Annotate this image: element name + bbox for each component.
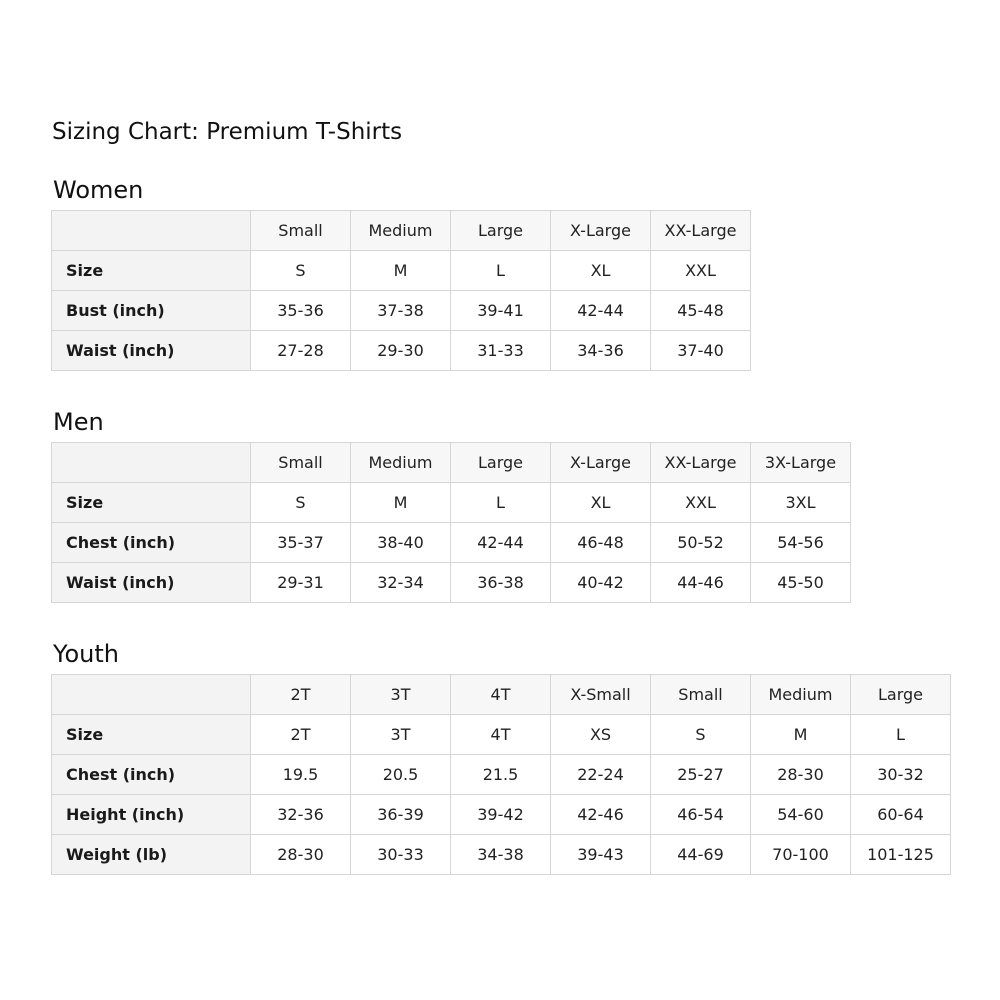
column-header: Small: [251, 211, 351, 251]
column-header: 3X-Large: [751, 443, 851, 483]
table-row: [52, 835, 951, 875]
table-cell: 21.5: [451, 755, 551, 795]
table-cell: 40-42: [551, 563, 651, 603]
table-cell: 60-64: [851, 795, 951, 835]
header-row: [52, 443, 851, 483]
youth-size-table: [51, 674, 951, 875]
row-label: Waist (inch): [52, 563, 251, 603]
table-cell: 38-40: [351, 523, 451, 563]
table-cell: XL: [551, 483, 651, 523]
table-cell: 30-33: [351, 835, 451, 875]
table-cell: 39-43: [551, 835, 651, 875]
table-cell: 25-27: [651, 755, 751, 795]
table-cell: S: [651, 715, 751, 755]
column-header: X-Large: [551, 211, 651, 251]
table-cell: 30-32: [851, 755, 951, 795]
column-header: X-Small: [551, 675, 651, 715]
column-header: XX-Large: [651, 443, 751, 483]
column-header: XX-Large: [651, 211, 751, 251]
table-cell: 44-46: [651, 563, 751, 603]
row-label: Size: [52, 251, 251, 291]
table-row: [52, 483, 851, 523]
table-cell: 46-54: [651, 795, 751, 835]
column-header: Small: [651, 675, 751, 715]
table-cell: L: [851, 715, 951, 755]
table-cell: 42-44: [551, 291, 651, 331]
women-size-table: [51, 210, 751, 371]
table-cell: M: [751, 715, 851, 755]
row-label: Chest (inch): [52, 523, 251, 563]
table-row: [52, 563, 851, 603]
table-cell: S: [251, 483, 351, 523]
table-cell: 4T: [451, 715, 551, 755]
row-label: Size: [52, 483, 251, 523]
table-cell: 2T: [251, 715, 351, 755]
men-section-title: Men: [53, 408, 104, 436]
table-row: [52, 331, 751, 371]
header-row: [52, 211, 751, 251]
corner-cell: [52, 443, 251, 483]
column-header: Medium: [351, 211, 451, 251]
table-cell: 45-50: [751, 563, 851, 603]
table-cell: 3XL: [751, 483, 851, 523]
table-cell: 28-30: [251, 835, 351, 875]
row-label: Bust (inch): [52, 291, 251, 331]
table-cell: 29-30: [351, 331, 451, 371]
column-header: Large: [851, 675, 951, 715]
youth-section-title: Youth: [53, 640, 119, 668]
table-cell: 34-36: [551, 331, 651, 371]
column-header: Medium: [751, 675, 851, 715]
table-cell: 35-36: [251, 291, 351, 331]
column-header: 3T: [351, 675, 451, 715]
table-cell: 37-40: [651, 331, 751, 371]
table-cell: 42-44: [451, 523, 551, 563]
table-cell: 42-46: [551, 795, 651, 835]
corner-cell: [52, 211, 251, 251]
table-cell: 32-36: [251, 795, 351, 835]
column-header: Medium: [351, 443, 451, 483]
table-cell: 19.5: [251, 755, 351, 795]
table-row: [52, 755, 951, 795]
table-row: [52, 523, 851, 563]
table-cell: XXL: [651, 483, 751, 523]
table-cell: 39-42: [451, 795, 551, 835]
row-label: Waist (inch): [52, 331, 251, 371]
table-cell: S: [251, 251, 351, 291]
corner-cell: [52, 675, 251, 715]
women-section-title: Women: [53, 176, 144, 204]
table-row: [52, 795, 951, 835]
table-cell: L: [451, 251, 551, 291]
column-header: Large: [451, 443, 551, 483]
column-header: Large: [451, 211, 551, 251]
table-cell: 22-24: [551, 755, 651, 795]
table-cell: 70-100: [751, 835, 851, 875]
column-header: 2T: [251, 675, 351, 715]
table-cell: 44-69: [651, 835, 751, 875]
table-cell: 36-38: [451, 563, 551, 603]
table-row: [52, 715, 951, 755]
table-cell: M: [351, 483, 451, 523]
table-cell: 34-38: [451, 835, 551, 875]
table-cell: 36-39: [351, 795, 451, 835]
table-cell: 29-31: [251, 563, 351, 603]
table-cell: M: [351, 251, 451, 291]
table-cell: 32-34: [351, 563, 451, 603]
table-cell: 20.5: [351, 755, 451, 795]
table-cell: 37-38: [351, 291, 451, 331]
table-row: [52, 251, 751, 291]
table-cell: L: [451, 483, 551, 523]
table-cell: 46-48: [551, 523, 651, 563]
table-cell: 28-30: [751, 755, 851, 795]
men-size-table: [51, 442, 851, 603]
row-label: Size: [52, 715, 251, 755]
table-cell: 27-28: [251, 331, 351, 371]
table-cell: 31-33: [451, 331, 551, 371]
row-label: Chest (inch): [52, 755, 251, 795]
table-cell: 50-52: [651, 523, 751, 563]
table-cell: 54-56: [751, 523, 851, 563]
row-label: Weight (lb): [52, 835, 251, 875]
table-cell: 54-60: [751, 795, 851, 835]
row-label: Height (inch): [52, 795, 251, 835]
table-cell: 39-41: [451, 291, 551, 331]
column-header: Small: [251, 443, 351, 483]
table-cell: XXL: [651, 251, 751, 291]
column-header: 4T: [451, 675, 551, 715]
table-row: [52, 291, 751, 331]
table-cell: XL: [551, 251, 651, 291]
table-cell: 101-125: [851, 835, 951, 875]
header-row: [52, 675, 951, 715]
column-header: X-Large: [551, 443, 651, 483]
page-title: Sizing Chart: Premium T-Shirts: [52, 119, 403, 145]
table-cell: XS: [551, 715, 651, 755]
table-cell: 3T: [351, 715, 451, 755]
table-cell: 35-37: [251, 523, 351, 563]
table-cell: 45-48: [651, 291, 751, 331]
